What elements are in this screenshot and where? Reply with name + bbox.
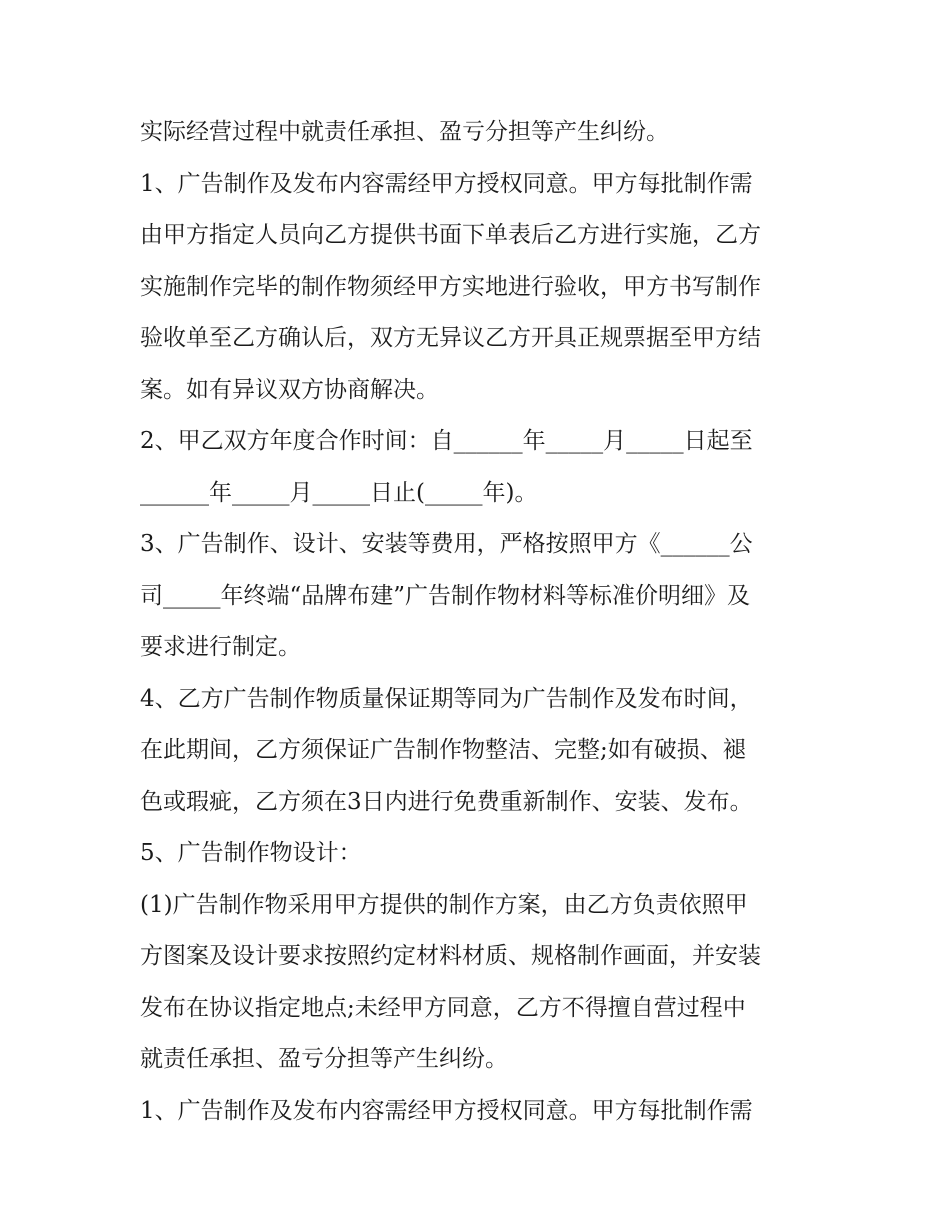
text-line: 由甲方指定人员向乙方提供书面下单表后乙方进行实施，乙方 [140,222,761,248]
text-line: 1、广告制作及发布内容需经甲方授权同意。甲方每批制作需 [140,1097,753,1124]
contract-text-body [140,107,820,1137]
text-line: 案。如有异议双方协商解决。 [140,376,439,403]
text-line: 2、甲乙双方年度合作时间：自______年_____月_____日起至 [140,428,753,454]
text-line: 验收单至乙方确认后，双方无异议乙方开具正规票据至甲方结 [140,325,761,351]
text-line: 在此期间，乙方须保证广告制作物整洁、完整;如有破损、褪 [140,737,746,763]
text-line: 司_____年终端“品牌布建”广告制作物材料等标准价明细》及 [140,582,751,609]
text-line: 4、乙方广告制作物质量保证期等同为广告制作及发布时间， [140,685,753,712]
text-line: 3、广告制作、设计、安装等费用，严格按照甲方《______公 [140,531,753,557]
text-line: 实施制作完毕的制作物须经甲方实地进行验收，甲方书写制作 [140,273,761,300]
text-line: 发布在协议指定地点;未经甲方同意，乙方不得擅自营过程中 [140,994,746,1021]
text-line: 实际经营过程中就责任承担、盈亏分担等产生纠纷。 [140,119,669,145]
text-line: 就责任承担、盈亏分担等产生纠纷。 [140,1046,508,1072]
text-line: 要求进行制定。 [140,634,301,660]
text-line: 色或瑕疵，乙方须在3日内进行免费重新制作、安装、发布。 [140,788,753,815]
text-line: 1、广告制作及发布内容需经甲方授权同意。甲方每批制作需 [140,170,753,197]
text-line: 方图案及设计要求按照约定材料材质、规格制作画面，并安装 [140,943,761,969]
text-line: 5、广告制作物设计： [140,840,362,866]
text-line: (1)广告制作物采用甲方提供的制作方案，由乙方负责依照甲 [140,891,748,918]
text-line: ______年_____月_____日止(_____年)。 [140,479,538,506]
